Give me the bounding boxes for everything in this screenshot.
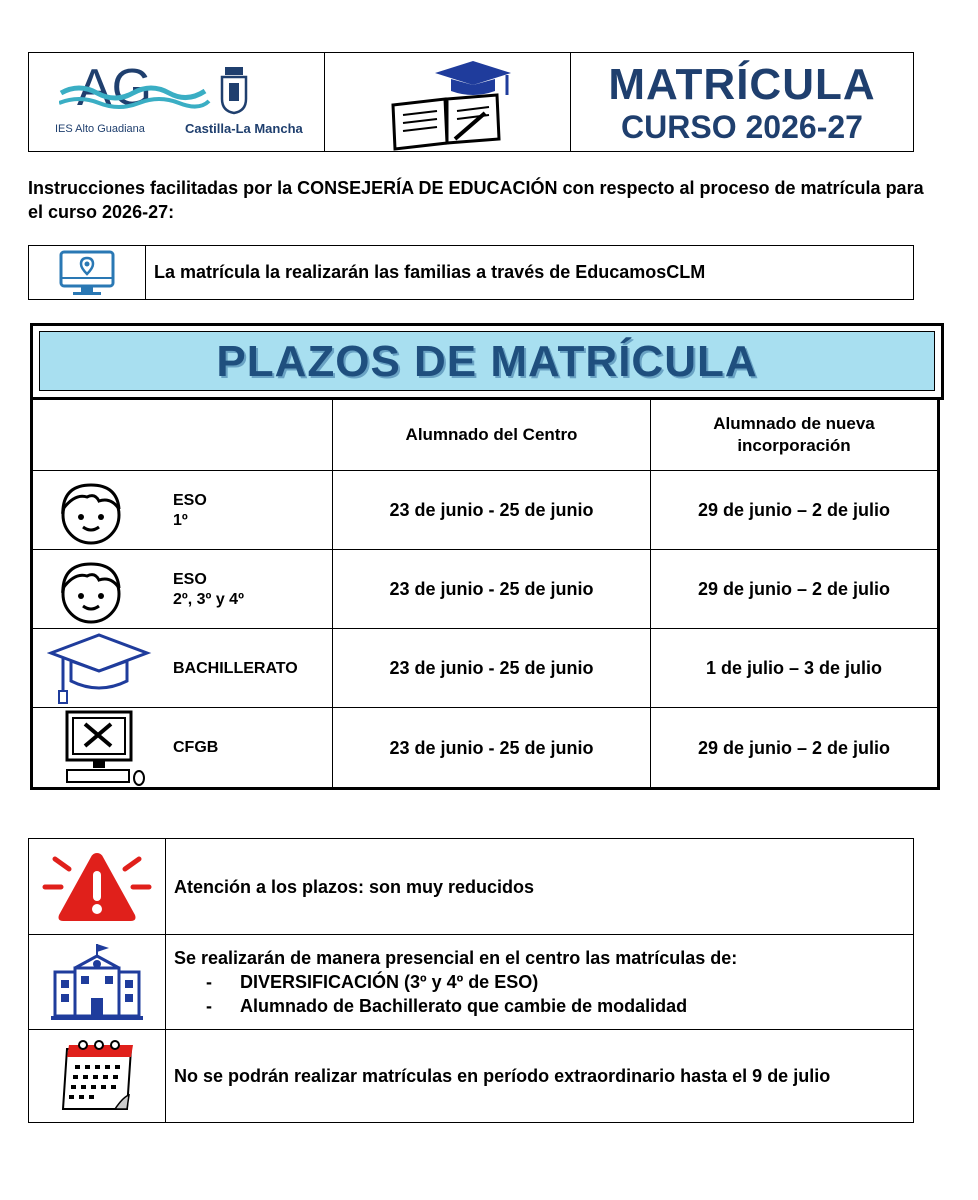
nueva-date: 29 de junio – 2 de julio	[697, 737, 891, 758]
level-name: ESO	[173, 571, 207, 588]
level-name: CFGB	[173, 739, 219, 756]
level-cell	[33, 629, 333, 708]
child-face-icon	[51, 475, 131, 549]
col-header-centro: Alumnado del Centro	[333, 400, 651, 470]
nueva-date: 1 de julio – 3 de julio	[705, 658, 883, 678]
extraordinario-text-line: No se podrán realizar matrículas en período extraordinario hasta el 9 de julio	[174, 1066, 831, 1086]
ies-logo-caption: IES Alto Guadiana	[55, 123, 145, 135]
level-cell	[33, 550, 333, 629]
col-header-nueva	[651, 400, 937, 470]
page-title: MATRÍCULA	[608, 60, 876, 109]
info-row-presencial	[29, 934, 913, 1030]
alert-icon	[41, 845, 153, 929]
computer-tools-icon	[63, 710, 147, 788]
nueva-date: 29 de junio – 2 de julio	[697, 500, 891, 520]
attention-text	[166, 839, 913, 934]
presencial-item	[174, 994, 913, 1018]
col-header-nueva-text: Alumnado de nueva incorporación	[713, 414, 875, 455]
child-face-icon	[51, 554, 131, 628]
plazos-title-band	[39, 331, 935, 391]
info-table	[28, 838, 914, 1123]
graduation-cap-icon	[47, 629, 157, 707]
ies-logo-icon	[59, 57, 229, 123]
info-row-attention	[29, 839, 913, 935]
table-row	[33, 549, 937, 629]
notice-text: La matrícula la realizarán las familias a través de EducamosCLM	[154, 262, 706, 282]
extraordinario-text	[166, 1029, 913, 1123]
table-header-row	[33, 400, 937, 470]
centro-date: 23 de junio - 25 de junio	[333, 708, 651, 788]
level-detail: 2º, 3º y 4º	[173, 591, 244, 608]
book-cell	[325, 53, 571, 151]
school-building-icon	[51, 942, 143, 1022]
plazos-title-box	[30, 323, 944, 400]
plazos-title: PLAZOS DE MATRÍCULA	[216, 337, 758, 386]
page-subtitle: CURSO 2026-27	[621, 109, 863, 145]
logo-ag-letters: AG	[77, 59, 153, 117]
header-banner	[28, 52, 914, 152]
info-row-extraordinario	[29, 1029, 913, 1123]
level-cell	[33, 708, 333, 788]
level-cell	[33, 471, 333, 550]
bullet-dash: -	[206, 971, 212, 992]
notice-box	[28, 245, 914, 300]
plazos-table	[30, 400, 940, 790]
centro-date: 23 de junio - 25 de junio	[333, 629, 651, 708]
level-name: ESO	[173, 492, 207, 509]
attention-text-line: Atención a los plazos: son muy reducidos	[174, 876, 535, 897]
header-empty-cell	[33, 400, 333, 470]
calendar-icon-cell	[29, 1029, 166, 1123]
level-name: BACHILLERATO	[173, 660, 298, 677]
presencial-text: Se realizarán de manera presencial en el centro las matrículas de:	[174, 947, 738, 968]
presencial-item-text: DIVERSIFICACIÓN (3º y 4º de ESO)	[240, 971, 539, 992]
title-cell	[571, 53, 913, 151]
presencial-block	[166, 934, 913, 1029]
presencial-item-text: Alumnado de Bachillerato que cambie de modalidad	[240, 995, 688, 1016]
table-row	[33, 628, 937, 708]
level-detail: 1º	[173, 512, 188, 529]
calendar-icon	[57, 1035, 141, 1115]
intro-text: Instrucciones facilitadas por la CONSEJERÍA DE EDUCACIÓN con respecto al proceso de matrícula para el curso 2026-27:	[28, 178, 924, 222]
table-row	[33, 707, 937, 788]
logos-cell	[29, 53, 325, 151]
computer-location-icon	[57, 248, 117, 298]
bullet-dash: -	[206, 995, 212, 1016]
centro-date: 23 de junio - 25 de junio	[333, 550, 651, 629]
clm-logo-caption: Castilla-La Mancha	[185, 121, 303, 136]
school-icon-cell	[29, 934, 166, 1029]
alert-icon-cell	[29, 839, 166, 934]
shield-icon	[219, 65, 249, 115]
table-row	[33, 470, 937, 550]
book-graduation-icon	[385, 55, 515, 151]
presencial-item	[174, 970, 913, 994]
nueva-date: 29 de junio – 2 de julio	[697, 579, 891, 599]
notice-icon-cell	[29, 246, 146, 299]
centro-date: 23 de junio - 25 de junio	[333, 471, 651, 550]
